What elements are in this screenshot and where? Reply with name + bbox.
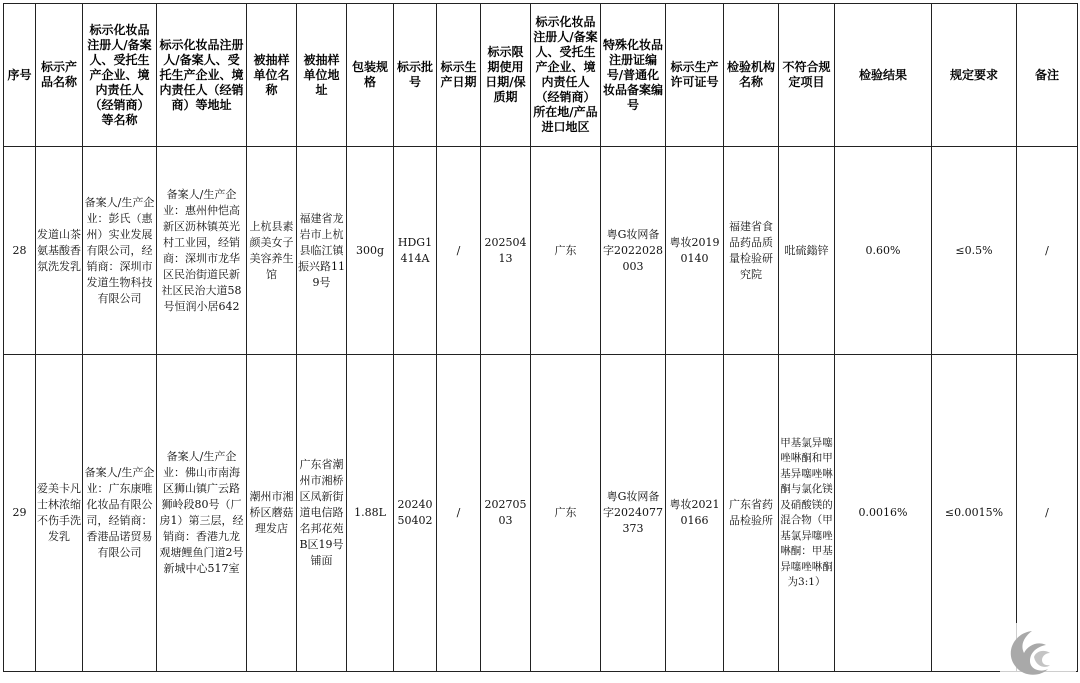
cell-region: 广东 [531,147,601,355]
cell-license: 粤妆20210166 [666,355,724,672]
header-remark: 备注 [1017,4,1078,147]
header-prod-date: 标示生产日期 [437,4,481,147]
table-row [4,355,1078,672]
header-seq: 序号 [4,4,36,147]
header-lab: 检验机构名称 [724,4,779,147]
cell-expiry: 20270503 [481,355,531,672]
cell-spec: 300g [347,147,394,355]
header-license: 标示生产许可证号 [666,4,724,147]
cell-remark: / [1017,147,1078,355]
header-address: 标示化妆品注册人/备案人、受托生产企业、境内责任人（经销商）等地址 [157,4,247,147]
watermark-logo [1000,623,1076,681]
cell-remark: / [1017,355,1078,672]
header-company: 标示化妆品注册人/备案人、受托生产企业、境内责任人（经销商）等名称 [83,4,157,147]
header-result: 检验结果 [835,4,932,147]
header-expiry: 标示限期使用日期/保质期 [481,4,531,147]
header-spec: 包装规格 [347,4,394,147]
cell-license: 粤妆20190140 [666,147,724,355]
cell-item: 吡硫鎓锌 [779,147,835,355]
cell-result: 0.0016% [835,355,932,672]
inspection-table [3,3,1078,672]
cell-spec: 1.88L [347,355,394,672]
cell-seq: 29 [4,355,36,672]
cell-address: 备案人/生产企业：佛山市南海区狮山镇广云路狮岭段80号（厂房1）第三层，经销商：香港九龙观塘鲤鱼门道2号新城中心517室 [157,355,247,672]
cell-product: 爱美卡凡士林浓缩不伤手洗发乳 [36,355,83,672]
table-header-row [4,4,1078,147]
cell-batch: HDG1414A [394,147,437,355]
header-record-no: 特殊化妆品注册证编号/普通化妆品备案编号 [601,4,666,147]
cell-requirement: ≤0.0015% [932,355,1017,672]
cell-result: 0.60% [835,147,932,355]
header-product: 标示产品名称 [36,4,83,147]
cell-sampled-unit: 上杭县素颜美女子美容养生馆 [247,147,297,355]
swirl-logo-icon [1000,623,1076,681]
cell-lab: 福建省食品药品质量检验研究院 [724,147,779,355]
cell-sampled-address: 福建省龙岩市上杭县临江镇振兴路119号 [297,147,347,355]
cell-company: 备案人/生产企业：广东康唯化妆品有限公司，经销商：香港品诺贸易有限公司 [83,355,157,672]
cell-seq: 28 [4,147,36,355]
cell-record-no: 粤G妆网备字2022028003 [601,147,666,355]
cell-record-no: 粤G妆网备字2024077373 [601,355,666,672]
header-sampled-address: 被抽样单位地址 [297,4,347,147]
header-region: 标示化妆品注册人/备案人、受托生产企业、境内责任人（经销商）所在地/产品进口地区 [531,4,601,147]
cell-sampled-address: 广东省潮州市湘桥区凤新街道电信路名邦花苑B区19号铺面 [297,355,347,672]
header-item: 不符合规定项目 [779,4,835,147]
cell-lab: 广东省药品检验所 [724,355,779,672]
cell-region: 广东 [531,355,601,672]
cell-prod-date: / [437,147,481,355]
cell-address: 备案人/生产企业：惠州仲恺高新区沥林镇英光村工业园，经销商：深圳市龙华区民治街道民新社区民治大道58号恒润小居642 [157,147,247,355]
cell-item: 甲基氯异噻唑啉酮和甲基异噻唑啉酮与氯化镁及硝酸镁的混合物（甲基氯异噻唑啉酮：甲基异噻唑啉酮为3:1） [779,355,835,672]
header-batch: 标示批号 [394,4,437,147]
header-sampled-unit: 被抽样单位名称 [247,4,297,147]
cell-prod-date: / [437,355,481,672]
cell-batch: 2024050402 [394,355,437,672]
cell-product: 发道山茶氨基酸香氛洗发乳 [36,147,83,355]
cell-expiry: 20250413 [481,147,531,355]
cell-company: 备案人/生产企业：彭氏（惠州）实业发展有限公司，经销商：深圳市发道生物科技有限公司 [83,147,157,355]
table-row [4,147,1078,355]
cell-requirement: ≤0.5% [932,147,1017,355]
cell-sampled-unit: 潮州市湘桥区蘑菇理发店 [247,355,297,672]
header-requirement: 规定要求 [932,4,1017,147]
